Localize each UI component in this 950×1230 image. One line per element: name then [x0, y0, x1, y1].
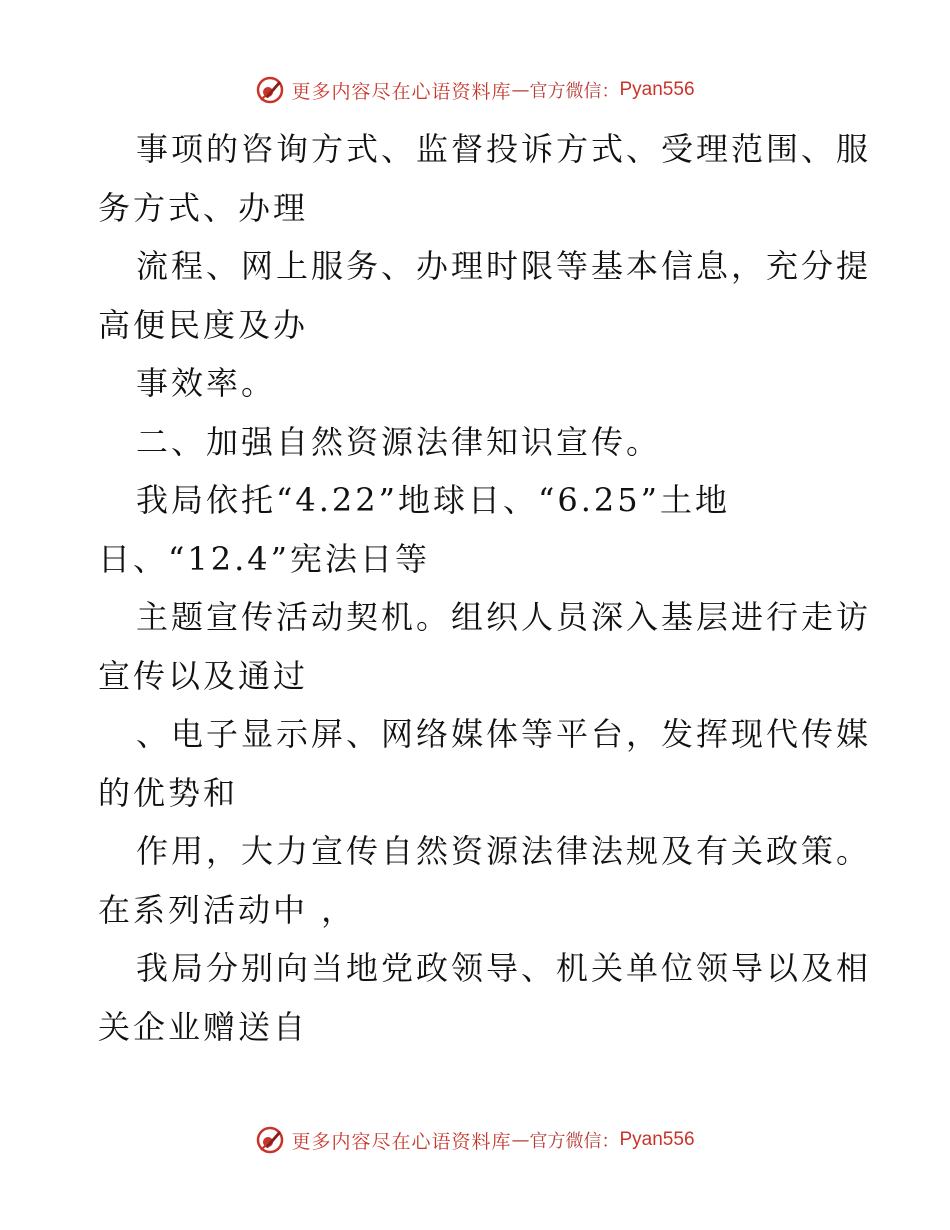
watermark-label: 官方微信：	[529, 1131, 620, 1152]
text-line: 主题宣传活动契机。组织人员深入基层进行走访	[136, 598, 872, 636]
text-line: 事项的咨询方式、监督投诉方式、受理范围、服	[136, 130, 872, 168]
text-line: 作用，大力宣传自然资源法律法规及有关政策。	[136, 832, 872, 870]
text-line: 宣传以及通过	[98, 656, 309, 695]
text-line: 高便民度及办	[98, 305, 309, 344]
watermark-account: Pyan556	[619, 79, 695, 100]
watermark-separator: —	[511, 1129, 530, 1151]
watermark-label: 官方微信：	[529, 81, 620, 102]
header-watermark	[0, 70, 950, 110]
document-body	[98, 120, 872, 1056]
text-line: 的优势和	[98, 773, 239, 812]
watermark-brand: 更多内容尽在心语资料库	[291, 80, 512, 103]
watermark-account: Pyan556	[619, 1129, 695, 1150]
text-line: 在系列活动中 ，	[98, 890, 357, 929]
watermark-separator: —	[511, 79, 530, 101]
quill-logo-icon	[255, 75, 285, 105]
footer-watermark	[0, 1120, 950, 1160]
text-line: 日、“12.4”宪法日等	[98, 539, 430, 578]
text-line: 关企业赠送自	[98, 1007, 309, 1046]
text-line: 二、加强自然资源法律知识宣传。	[136, 422, 662, 461]
text-line: 我局依托“4.22”地球日、“6.25”土地	[136, 481, 730, 519]
text-line: 、电子显示屏、网络媒体等平台，发挥现代传媒	[136, 715, 872, 753]
watermark-brand: 更多内容尽在心语资料库	[291, 1130, 512, 1153]
text-line: 我局分别向当地党政领导、机关单位领导以及相	[136, 949, 872, 987]
quill-logo-icon	[255, 1125, 285, 1155]
text-line: 流程、网上服务、办理时限等基本信息，充分提	[136, 247, 872, 285]
text-line: 事效率。	[136, 364, 277, 402]
text-line: 务方式、办理	[98, 188, 309, 227]
